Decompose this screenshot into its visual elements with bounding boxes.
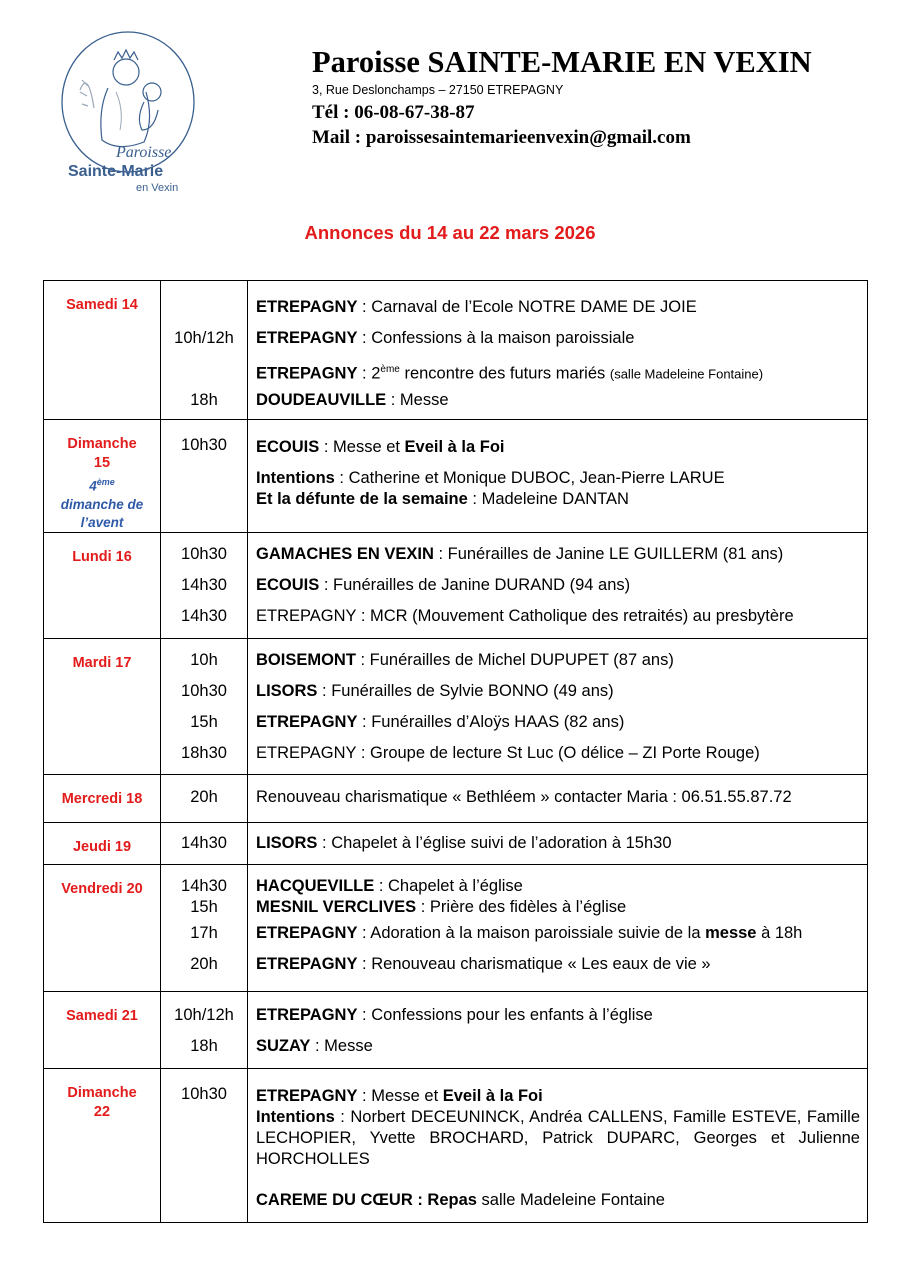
day-number: 15 — [93, 455, 111, 471]
event-line: CAREME DU CŒUR : Repas salle Madeleine Fontaine — [256, 1190, 665, 1209]
time-cell — [161, 774, 248, 822]
place-name: ETREPAGNY — [256, 712, 358, 731]
table-row — [44, 281, 868, 420]
time-cell — [161, 638, 248, 774]
table-row — [44, 638, 868, 774]
time-cell — [161, 532, 248, 638]
day-cell — [44, 281, 161, 420]
table-row — [44, 822, 868, 864]
time-slot: 10h30 — [181, 681, 227, 700]
event-line: Renouveau charismatique « Bethléem » contacter Maria : 06.51.55.87.72 — [256, 787, 792, 806]
time-slot — [161, 354, 247, 385]
event-line: Intentions : Norbert DECEUNINCK, Andréa CALLENS, Famille ESTEVE, Famille LECHOPIER, Yvette BROCHARD, Patrick DUPARC, Georges et Julienne HORCHOLLES — [256, 1107, 860, 1168]
day-label: Dimanche — [67, 1084, 137, 1101]
time-cell — [161, 822, 248, 864]
place-name: ECOUIS — [256, 438, 320, 456]
table-row — [44, 532, 868, 638]
place-name: BOISEMONT — [256, 650, 356, 669]
place-name: LISORS — [256, 681, 318, 700]
place-name: ETREPAGNY — [256, 364, 358, 383]
time-slot: 14h30 — [181, 575, 227, 594]
place-name: DOUDEAUVILLE — [256, 391, 387, 409]
place-name: ETREPAGNY — [256, 954, 358, 973]
table-row — [44, 864, 868, 991]
day-label: Lundi 16 — [72, 548, 132, 565]
time-cell — [161, 864, 248, 991]
event-line — [256, 292, 860, 323]
event-line: ETREPAGNY : MCR (Mouvement Catholique des retraités) au presbytère — [256, 606, 794, 625]
liturgical-day-line: dimanche de — [60, 496, 144, 512]
parish-phone: Tél : 06-08-67-38-87 — [312, 102, 475, 123]
time-slot: 10h30 — [181, 1084, 227, 1103]
event-text: : 2 — [357, 364, 381, 383]
place-name: MESNIL VERCLIVES — [256, 897, 417, 916]
event-line: ETREPAGNY : Funérailles d’Aloÿs HAAS (82 ans) — [256, 712, 625, 731]
time-slot — [161, 292, 247, 323]
event-line — [256, 323, 860, 354]
day-label: Samedi 14 — [66, 297, 138, 313]
time-slot: 18h30 — [181, 743, 227, 762]
time-slot: 17h — [190, 923, 218, 942]
day-label: Mardi 17 — [72, 654, 132, 671]
event-cell — [248, 774, 868, 822]
place-name: ETREPAGNY — [256, 1005, 358, 1024]
event-line — [256, 385, 860, 416]
liturgical-day-line: l’avent — [80, 514, 124, 530]
event-line: LISORS : Chapelet à l’église suivi de l’adoration à 15h30 — [256, 833, 672, 852]
event-text: : Confessions à la maison paroissiale — [357, 329, 635, 347]
day-cell — [44, 864, 161, 991]
event-line — [256, 354, 860, 385]
event-line: MESNIL VERCLIVES : Prière des fidèles à l’église — [256, 897, 627, 916]
event-line: HACQUEVILLE : Chapelet à l’église — [256, 876, 523, 895]
event-line: Et la défunte de la semaine : Madeleine DANTAN — [256, 490, 629, 508]
event-line: GAMACHES EN VEXIN : Funérailles de Janine LE GUILLERM (81 ans) — [256, 544, 784, 563]
day-cell — [44, 991, 161, 1068]
table-row — [44, 420, 868, 533]
place-name: LISORS — [256, 833, 318, 852]
event-cell — [248, 638, 868, 774]
event-text: rencontre des futurs mariés — [399, 364, 610, 383]
event-line: LISORS : Funérailles de Sylvie BONNO (49 ans) — [256, 681, 614, 700]
event-line: BOISEMONT : Funérailles de Michel DUPUPET (87 ans) — [256, 650, 674, 669]
annonces-title: Annonces du 14 au 22 mars 2026 — [304, 222, 596, 243]
event-line: ETREPAGNY : Confessions pour les enfants à l’église — [256, 1005, 653, 1024]
event-cell — [248, 1068, 868, 1222]
day-label: Jeudi 19 — [72, 838, 132, 855]
parish-address: 3, Rue Deslonchamps – 27150 ETREPAGNY — [312, 83, 564, 97]
event-text: : Carnaval de l’Ecole NOTRE DAME DE JOIE — [357, 298, 697, 316]
day-number: 22 — [93, 1103, 111, 1120]
event-text: : Messe — [386, 391, 449, 409]
time-slot: 20h — [190, 787, 218, 806]
time-slot: 15h — [190, 712, 218, 731]
ordinal-suffix: ème — [380, 364, 400, 375]
time-slot: 20h — [190, 954, 218, 973]
day-label: Mercredi 18 — [61, 790, 143, 807]
day-cell — [44, 638, 161, 774]
time-slot: 10h/12h — [174, 329, 234, 347]
time-slot: 14h30 — [181, 606, 227, 625]
event-line: ECOUIS : Funérailles de Janine DURAND (94 ans) — [256, 575, 631, 594]
parish-name: Paroisse SAINTE-MARIE EN VEXIN — [312, 45, 812, 79]
schedule-table — [43, 280, 868, 1223]
time-cell — [161, 420, 248, 533]
place-name: ETREPAGNY — [256, 298, 358, 316]
place-name: SUZAY — [256, 1036, 311, 1055]
place-name: ETREPAGNY — [256, 329, 358, 347]
event-line: ETREPAGNY : Renouveau charismatique « Les eaux de vie » — [256, 954, 711, 973]
event-line: SUZAY : Messe — [256, 1036, 373, 1055]
time-slot: 14h30 — [181, 876, 227, 895]
event-line: ECOUIS : Messe et Eveil à la Foi — [256, 438, 505, 456]
place-name: ETREPAGNY — [256, 1086, 358, 1105]
day-label: Samedi 21 — [66, 1007, 138, 1024]
event-line: Intentions : Catherine et Monique DUBOC, Jean-Pierre LARUE — [256, 469, 725, 487]
day-cell — [44, 1068, 161, 1222]
parish-header — [312, 44, 812, 150]
event-cell — [248, 822, 868, 864]
time-slot: 10h — [190, 650, 218, 669]
time-slot: 18h — [190, 1036, 218, 1055]
event-cell — [248, 991, 868, 1068]
event-cell — [248, 420, 868, 533]
event-line: ETREPAGNY : Messe et Eveil à la Foi — [256, 1086, 543, 1105]
event-note: (salle Madeleine Fontaine) — [609, 366, 764, 382]
liturgical-day: 4ème — [89, 477, 115, 494]
time-slot: 18h — [190, 391, 218, 409]
logo-line-3: en Vexin — [136, 182, 179, 194]
table-row — [44, 774, 868, 822]
parish-email: Mail : paroissesaintemarieenvexin@gmail.com — [312, 127, 691, 148]
event-cell — [248, 532, 868, 638]
time-cell — [161, 991, 248, 1068]
event-line: ETREPAGNY : Groupe de lecture St Luc (O délice – ZI Porte Rouge) — [256, 743, 760, 762]
place-name: ETREPAGNY — [256, 923, 358, 942]
time-cell — [161, 281, 248, 420]
time-slot: 15h — [190, 897, 218, 916]
day-label: Dimanche — [67, 436, 137, 452]
time-slot: 10h30 — [181, 436, 227, 454]
time-cell — [161, 1068, 248, 1222]
event-line: ETREPAGNY : Adoration à la maison paroissiale suivie de la messe à 18h — [256, 923, 803, 942]
logo-line-2: Sainte-Marie — [68, 163, 164, 180]
parish-logo — [58, 30, 198, 200]
event-cell — [248, 281, 868, 420]
day-cell — [44, 822, 161, 864]
table-row — [44, 991, 868, 1068]
event-cell — [248, 864, 868, 991]
time-slot: 10h30 — [181, 544, 227, 563]
day-cell — [44, 532, 161, 638]
table-row — [44, 1068, 868, 1222]
time-slot: 14h30 — [181, 833, 227, 852]
logo-line-1: Paroisse — [116, 144, 172, 161]
day-cell — [44, 774, 161, 822]
place-name: ECOUIS — [256, 575, 320, 594]
place-name: HACQUEVILLE — [256, 876, 375, 895]
time-slot: 10h/12h — [174, 1005, 234, 1024]
day-cell — [44, 420, 161, 533]
day-label: Vendredi 20 — [61, 880, 143, 897]
place-name: GAMACHES EN VEXIN — [256, 544, 434, 563]
